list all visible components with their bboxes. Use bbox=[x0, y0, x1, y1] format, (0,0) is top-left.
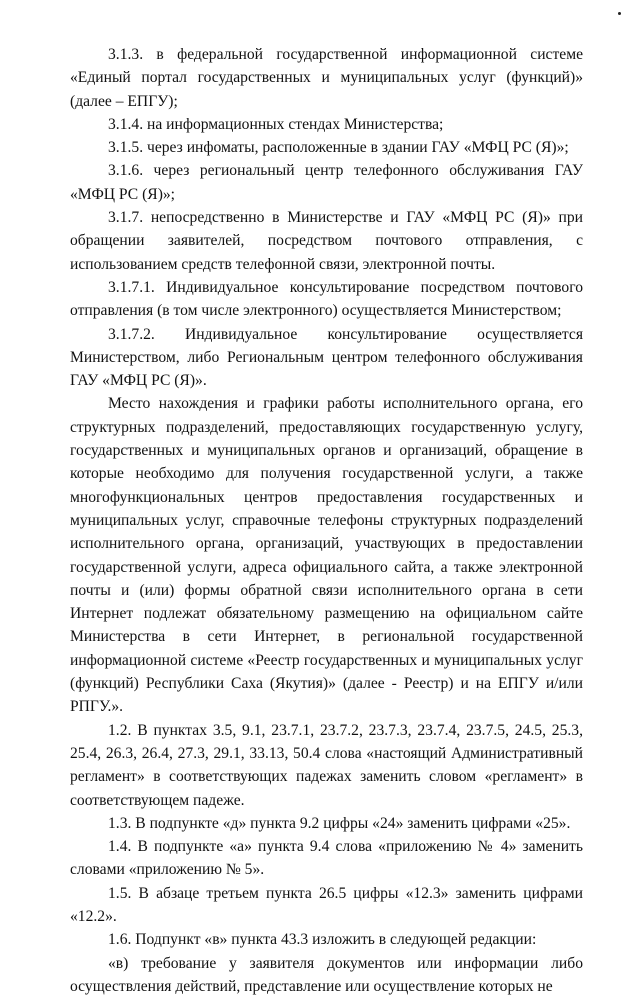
paragraph-3-1-7: 3.1.7. непосредственно в Министерстве и ГАУ «МФЦ РС (Я)» при обращении заявителей, посредством почтового отправления, с использованием средств телефонной связи, электронной почты. bbox=[70, 209, 583, 273]
paragraph-subpoint-v: «в) требование у заявителя документов или информации либо осуществления действий, представление или осуществление которых не bbox=[70, 954, 583, 995]
document-body bbox=[70, 43, 583, 998]
paragraph-1-5: 1.5. В абзаце третьем пункта 26.5 цифры «12.3» заменить цифрами «12.2». bbox=[70, 884, 583, 925]
paragraph-3-1-7-1: 3.1.7.1. Индивидуальное консультирование посредством почтового отправления (в том числе электронного) осуществляется Министерством; bbox=[70, 278, 583, 320]
paragraph-3-1-5: 3.1.5. через инфоматы, расположенные в здании ГАУ «МФЦ РС (Я)»; bbox=[108, 139, 569, 157]
paragraph-3-1-6: 3.1.6. через региональный центр телефонного обслуживания ГАУ «МФЦ РС (Я)»; bbox=[70, 162, 583, 203]
paragraph-3-1-7-2: 3.1.7.2. Индивидуальное консультирование осуществляется Министерством, либо Региональным центром телефонного обслуживания ГАУ «МФЦ РС (Я)». bbox=[70, 325, 583, 390]
paragraph-3-1-3: 3.1.3. в федеральной государственной информационной системе «Единый портал государственных и муниципальных услуг (функций)» (далее – ЕПГУ); bbox=[70, 46, 583, 110]
corner-mark bbox=[618, 12, 621, 15]
paragraph-1-3: 1.3. В подпункте «д» пункта 9.2 цифры «24» заменить цифрами «25». bbox=[108, 814, 571, 832]
paragraph-3-1-4: 3.1.4. на информационных стендах Министерства; bbox=[108, 115, 444, 133]
paragraph-1-2: 1.2. В пунктах 3.5, 9.1, 23.7.1, 23.7.2, 23.7.3, 23.7.4, 23.7.5, 24.5, 25.3, 25.4, 26.3, 26.4, 27.3, 29.1, 33.13, 50.4 слова «настоящий Административный регламент» в соответствующих падежах заменить словом «регламент» в соответствующем падеже. bbox=[70, 721, 583, 809]
paragraph-1-4: 1.4. В подпункте «а» пункта 9.4 слова «приложению № 4» заменить словами «приложению № 5». bbox=[70, 838, 583, 879]
paragraph-location-info: Место нахождения и графики работы исполнительного органа, его структурных подразделений, предоставляющих государственную услугу, государственных и муниципальных органов и организаций, обращение в которые необходимо для получения государственной услуги, а также многофункциональных центров предоставления государственных и муниципальных услуг, справочные телефоны структурных подразделений исполнительного органа, организаций, участвующих в предоставлении государственной услуги, адреса официального сайта, а также электронной почты и (или) формы обратной связи исполнительного органа в сети Интернет подлежат обязательному размещению на официальном сайте Министерства в сети Интернет, в региональной государственной информационной системе «Реестр государственных и муниципальных услуг (функций) Республики Саха (Якутия)» (далее - Реестр) и на ЕПГУ и/или РПГУ.». bbox=[70, 395, 583, 716]
paragraph-1-6: 1.6. Подпункт «в» пункта 43.3 изложить в следующей редакции: bbox=[108, 931, 537, 949]
